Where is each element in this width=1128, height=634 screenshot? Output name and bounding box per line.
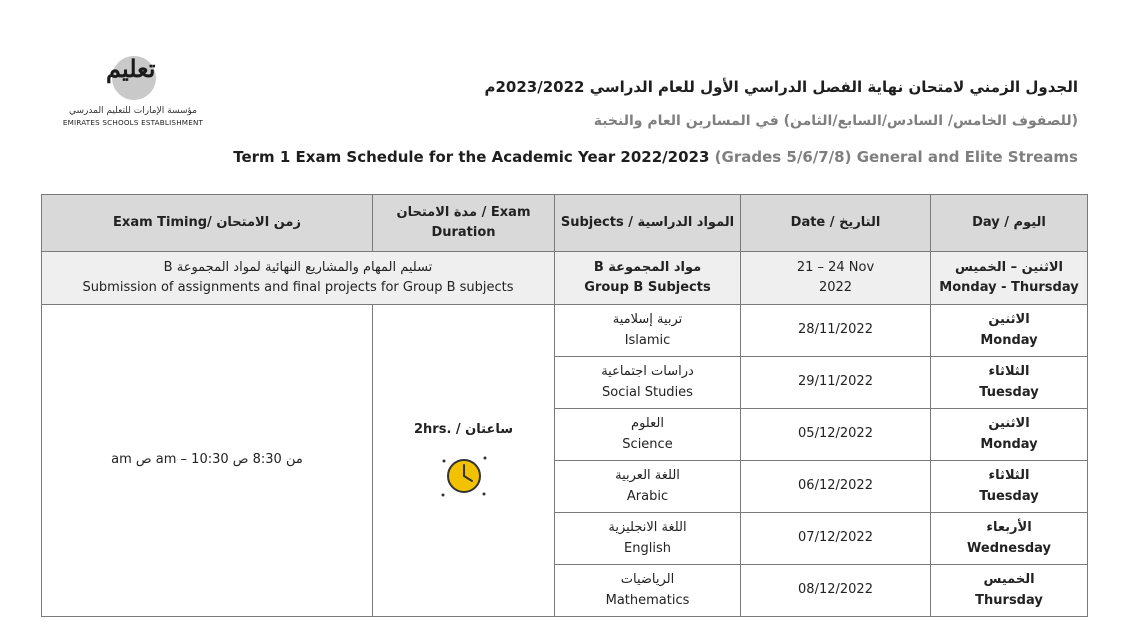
subject-en: Mathematics bbox=[605, 592, 690, 608]
day-en: Tuesday bbox=[979, 384, 1039, 400]
header-duration bbox=[373, 195, 555, 252]
day-en: Monday bbox=[980, 436, 1038, 452]
day-en: Tuesday bbox=[979, 488, 1039, 504]
title-english bbox=[233, 148, 1078, 166]
day-cell bbox=[931, 409, 1088, 461]
subject-ar: العلوم bbox=[631, 416, 664, 432]
exam-duration-text: ساعتان / .2hrs bbox=[413, 422, 514, 438]
day-cell bbox=[931, 513, 1088, 565]
day-en: Thursday bbox=[975, 592, 1043, 608]
date-cell: 29/11/2022 bbox=[741, 357, 931, 409]
exam-duration-cell bbox=[373, 305, 555, 617]
group-b-note-en: Submission of assignments and final projects for Group B subjects bbox=[82, 280, 514, 295]
day-cell bbox=[931, 305, 1088, 357]
group-b-day-ar: الاثنين – الخميس bbox=[955, 259, 1063, 275]
subject-ar: الرياضيات bbox=[620, 572, 675, 588]
title-arabic: الجدول الزمني لامتحان نهاية الفصل الدراسي الأول للعام الدراسي 2023/2022م bbox=[484, 78, 1078, 96]
date-cell: 06/12/2022 bbox=[741, 461, 931, 513]
subject-ar: اللغة العربية bbox=[615, 468, 680, 484]
day-cell bbox=[931, 357, 1088, 409]
subject-cell bbox=[555, 357, 741, 409]
title-english-streams: General and Elite Streams bbox=[856, 148, 1078, 166]
date-cell: 07/12/2022 bbox=[741, 513, 931, 565]
group-b-date-line2: 2022 bbox=[818, 280, 853, 295]
ese-logo bbox=[58, 50, 218, 130]
table-header-row bbox=[42, 195, 1088, 252]
group-b-row bbox=[42, 252, 1088, 305]
header-exam-timing: Exam Timing/ زمن الامتحان bbox=[42, 195, 373, 252]
day-ar: الأربعاء bbox=[986, 520, 1032, 536]
subject-cell bbox=[555, 409, 741, 461]
group-b-note bbox=[42, 252, 555, 305]
day-cell bbox=[931, 565, 1088, 617]
date-cell: 28/11/2022 bbox=[741, 305, 931, 357]
group-b-day bbox=[931, 252, 1088, 305]
subject-en: Arabic bbox=[626, 488, 669, 504]
subtitle-arabic: (للصفوف الخامس/ السادس/السابع/الثامن) في المسارين العام والنخبة bbox=[593, 113, 1078, 129]
subject-ar: تربية إسلامية bbox=[612, 312, 683, 328]
logo-mark: تعليم bbox=[106, 54, 156, 83]
header-day: Day / اليوم bbox=[931, 195, 1088, 252]
subject-cell bbox=[555, 513, 741, 565]
clock-icon bbox=[439, 451, 489, 501]
subject-ar: اللغة الانجليزية bbox=[608, 520, 687, 536]
day-ar: الثلاثاء bbox=[988, 364, 1030, 380]
subject-en: English bbox=[624, 540, 671, 556]
group-b-note-ar: تسليم المهام والمشاريع النهائية لمواد المجموعة B bbox=[163, 259, 433, 275]
title-english-main: Term 1 Exam Schedule for the Academic Year 2022/2023 bbox=[233, 148, 710, 166]
group-b-subject-ar: مواد المجموعة B bbox=[593, 259, 702, 275]
title-english-grades: (Grades 5/6/7/8) bbox=[714, 148, 852, 166]
day-ar: الخميس bbox=[983, 572, 1035, 588]
subject-cell bbox=[555, 305, 741, 357]
header-subjects: Subjects / المواد الدراسية bbox=[555, 195, 741, 252]
header-duration-en: Duration bbox=[431, 225, 496, 240]
day-cell bbox=[931, 461, 1088, 513]
subject-en: Science bbox=[622, 436, 673, 452]
exam-timing-cell: من 8:30 ص am – 10:30 ص am bbox=[42, 305, 373, 617]
group-b-date-line1: 21 – 24 Nov bbox=[796, 259, 875, 275]
subject-en: Islamic bbox=[624, 332, 671, 348]
day-ar: الاثنين bbox=[988, 312, 1030, 328]
subject-cell bbox=[555, 565, 741, 617]
subject-cell bbox=[555, 461, 741, 513]
exam-schedule-table bbox=[41, 194, 1088, 617]
day-en: Monday bbox=[980, 332, 1038, 348]
header-duration-ar: مدة الامتحان / Exam bbox=[396, 204, 531, 220]
date-cell: 05/12/2022 bbox=[741, 409, 931, 461]
date-cell: 08/12/2022 bbox=[741, 565, 931, 617]
logo-english-name: EMIRATES SCHOOLS ESTABLISHMENT bbox=[62, 118, 204, 127]
table-row bbox=[42, 305, 1088, 357]
subject-ar: دراسات اجتماعية bbox=[601, 364, 694, 380]
group-b-date bbox=[741, 252, 931, 305]
day-ar: الاثنين bbox=[988, 416, 1030, 432]
day-en: Wednesday bbox=[967, 540, 1051, 556]
group-b-subject bbox=[555, 252, 741, 305]
day-ar: الثلاثاء bbox=[988, 468, 1030, 484]
logo-arabic-name: مؤسسة الإمارات للتعليم المدرسي bbox=[69, 106, 197, 116]
group-b-day-en: Monday - Thursday bbox=[939, 280, 1079, 295]
subject-en: Social Studies bbox=[602, 384, 693, 400]
header-date: Date / التاريخ bbox=[741, 195, 931, 252]
group-b-subject-en: Group B Subjects bbox=[584, 280, 711, 295]
